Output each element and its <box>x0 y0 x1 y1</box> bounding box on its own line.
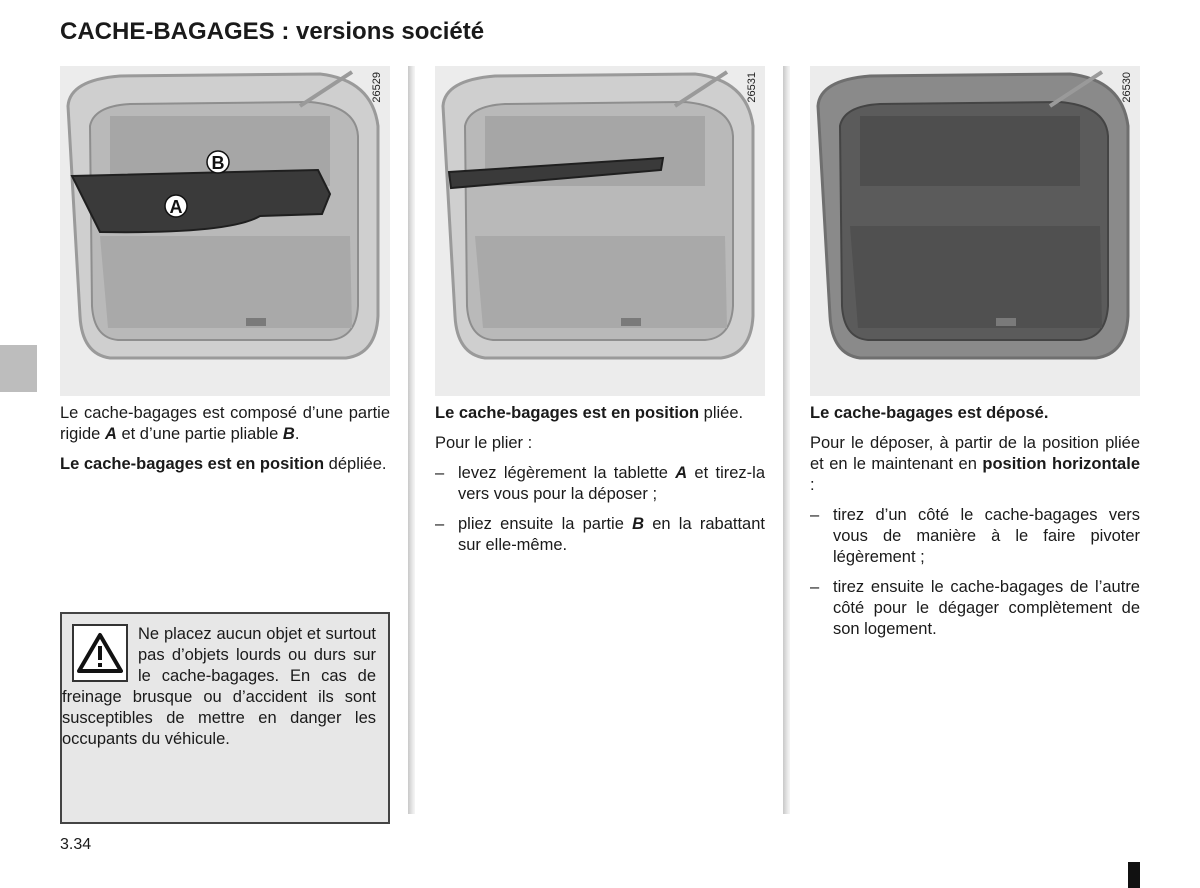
text: dépliée. <box>324 455 387 473</box>
list-text <box>458 463 765 505</box>
text: en la rabattant sur elle-même. <box>458 515 765 554</box>
trunk-photo-folded <box>435 66 765 396</box>
paragraph: Le cache-bagages est déposé. <box>810 404 1049 422</box>
dash-marker: – <box>435 464 445 482</box>
page-title: CACHE-BAGAGES : versions société <box>60 18 485 45</box>
column-2 <box>435 403 765 565</box>
label-a: A <box>169 197 183 217</box>
paragraph <box>435 403 765 424</box>
column-divider <box>408 66 415 814</box>
photo-ref: 26529 <box>371 72 383 103</box>
text: et d’une partie pliable <box>116 425 283 443</box>
column-1 <box>60 403 390 484</box>
section-tab <box>0 345 37 392</box>
warning-box <box>60 612 390 824</box>
bold-text: Le cache-bagages est en position <box>435 404 700 422</box>
list-item <box>435 514 765 556</box>
list-item <box>810 577 1140 640</box>
paragraph <box>60 454 390 475</box>
list-text <box>458 514 765 556</box>
label-b: B <box>211 153 225 173</box>
list-item <box>810 505 1140 568</box>
dash-marker: – <box>435 515 445 533</box>
photo-ref: 26530 <box>1121 72 1133 103</box>
bold-text: position horizontale <box>982 455 1140 473</box>
ref-b: B <box>632 515 645 533</box>
paragraph: Pour le plier : <box>435 434 533 452</box>
paragraph <box>810 433 1140 496</box>
warning-triangle-icon <box>72 624 128 682</box>
text: levez légèrement la tablette <box>458 464 676 482</box>
warning-text: Ne placez aucun objet et surtout pas d’objets lourds ou durs sur le cache-bagages. En cas de freinage brusque ou d’accident ils sont susceptibles de mettre en danger les occupants du véhicule. <box>62 625 376 748</box>
text: Pour le déposer, à partir de la position pliée et en le maintenant en <box>810 434 1140 473</box>
page-number: 3.34 <box>60 836 92 853</box>
text: et tirez-la vers vous pour la déposer ; <box>458 464 765 503</box>
column-3 <box>810 403 1140 649</box>
text: pliée. <box>699 404 744 422</box>
list-text: tirez d’un côté le cache-bagages vers vous de manière à le faire pivoter légèrement ; <box>833 506 1140 566</box>
text: pliez ensuite la partie <box>458 515 633 533</box>
text: . <box>294 425 300 443</box>
trunk-photo-unfolded <box>60 66 390 396</box>
photo-ref: 26531 <box>746 72 758 103</box>
ref-b: B <box>282 425 295 443</box>
paragraph <box>60 403 390 445</box>
bold-text: Le cache-bagages est en position <box>60 455 325 473</box>
dash-marker: – <box>810 506 820 524</box>
list-text: tirez ensuite le cache-bagages de l’autre côté pour le dégager complètement de son logement. <box>833 578 1140 638</box>
text: Le cache-bagages est composé d’une partie rigide <box>60 404 390 443</box>
corner-marker <box>1128 862 1140 888</box>
trunk-photo-removed <box>810 66 1140 396</box>
ref-a: A <box>104 425 117 443</box>
dash-marker: – <box>810 578 820 596</box>
list-item <box>435 463 765 505</box>
text: : <box>810 476 815 494</box>
ref-a: A <box>675 464 688 482</box>
column-divider <box>783 66 790 814</box>
